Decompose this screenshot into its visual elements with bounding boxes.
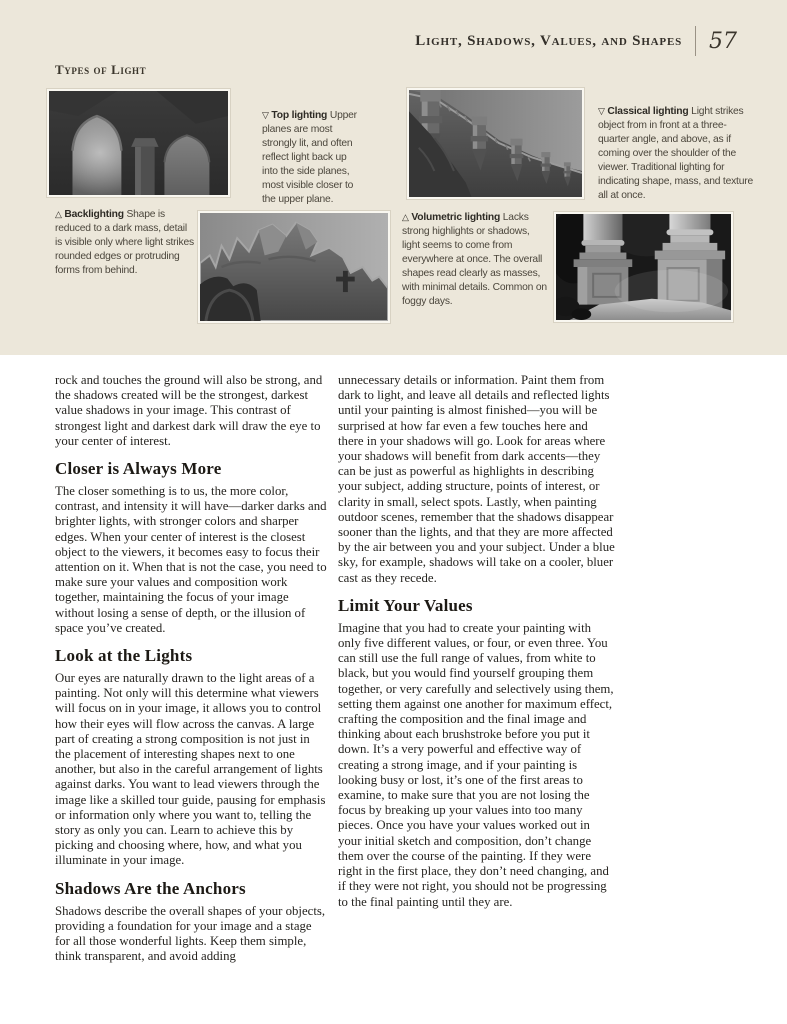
caption-text: Light strikes object from in front at a three-quarter angle, and above, as if coming over the shoulder of the viewer. Traditional lighting for indicating shape, mass, and texture all at once. <box>598 106 753 201</box>
section-heading-limit-your-values: Limit Your Values <box>338 595 473 615</box>
volumetric-lighting-example-image <box>554 212 733 322</box>
caption-title: Classical lighting <box>607 106 689 117</box>
chapter-title: Light, Shadows, Values, and Shapes <box>415 32 682 49</box>
section-heading-look-at-the-lights: Look at the Lights <box>55 646 193 666</box>
body-paragraph: The closer something is to us, the more color, contrast, and intensity it will have—darker darks and brighter lights, with stronger colors and sharper edges. When your center of interest is the closest object to the viewers, it becomes easy to focus their attention on it. When that is not the case, you need to make sure your values and composition work together, maintaining the focus of your image without losing a sense of depth, or the illusion of space you’ve created. <box>55 484 327 635</box>
fortress-wall-illustration <box>409 90 582 197</box>
body-paragraph: rock and touches the ground will also be strong, and the shadows created will be the strongest, darkest value shadows in your image. This contrast of strongest light and darkest dark will draw the eye to your center of interest. <box>55 373 323 448</box>
caption-backlighting <box>55 207 195 278</box>
triangle-up-icon: △ <box>402 212 409 222</box>
caption-classical-lighting <box>598 104 756 203</box>
caption-text: Lacks strong highlights or shadows, light seems to come from everywhere at once. The overall shapes read clearly as masses, with minimal details. Common on foggy days. <box>402 212 547 307</box>
classical-lighting-example-image <box>407 88 584 199</box>
triangle-down-icon: ▽ <box>598 106 605 116</box>
caption-top-lighting <box>262 108 362 207</box>
column-pedestals-illustration <box>556 214 731 320</box>
backlighting-example-image <box>47 89 230 197</box>
header-divider <box>695 26 696 56</box>
body-paragraph: Our eyes are naturally drawn to the light areas of a painting. Not only will this determine what viewers will focus on in your image, it allows you to control how their eyes will flow across the canvas. A large part of creating a strong composition is not just in the placement of interesting shapes next to one another, but also in the careful arrangement of lights against darks. You want to lead viewers through the image like a skilled tour guide, pausing for emphasis or information only where you want to, telling the story as only you can. Learn to achieve this by picking and choosing where, how, and what you illuminate in your image. <box>55 671 326 868</box>
triangle-up-icon: △ <box>55 209 62 219</box>
body-paragraph: Imagine that you had to create your painting with only five different values, or four, or even three. You can still use the full range of values, from white to black, but you would find yourself grouping them together, or very carefully and selectively using them, setting them against one another for maximum effect, crafting the composition and the final image and thinking about each brushstroke before you put it down. It’s a very powerful and effective way of creating a strong image, and if your painting is looking busy or lost, it’s one of the first areas to examine, to make sure that you are not losing the focus by breaking up your values into too many pieces. Once you have your values worked out in your initial sketch and composition, don’t change them over the course of the painting. If they were right in the first place, they don’t need changing, and if they were not right, you should not be progressing to the final painting until they are. <box>338 620 614 909</box>
section-heading-closer-is-always-more: Closer is Always More <box>55 459 222 479</box>
section-heading-shadows-are-the-anchors: Shadows Are the Anchors <box>55 878 246 898</box>
page-header <box>415 26 737 56</box>
castle-ruins-illustration <box>200 213 388 321</box>
body-paragraph: unnecessary details or information. Paint them from dark to light, and leave all details and reflected lights until your painting is almost finished—you will be surprised at how far even a few touches here and there in your shadows will go. Look for areas where your shadows will benefit from dark accents—they can be just as powerful as highlights in describing your subject, adding structure, points of interest, or clarity in small, select spots. Lastly, when painting outdoor scenes, remember that the shadows disappear sooner than the lights, and that they are more affected by the air between you and your subject. Under a blue sky, for example, shadows will take on a cooler, bluer cast as they recede. <box>338 373 615 585</box>
triangle-down-icon: ▽ <box>262 110 269 120</box>
gothic-arches-illustration <box>49 91 228 195</box>
caption-title: Backlighting <box>64 209 124 220</box>
page-number: 57 <box>709 28 737 54</box>
top-lighting-example-image <box>198 211 390 323</box>
text-column-left <box>55 368 327 973</box>
section-label: Types of Light <box>55 62 147 77</box>
body-paragraph: Shadows describe the overall shapes of your objects, providing a foundation for your image and a stage for all those wonderful lights. Keep them simple, think transparent, and avoid adding <box>55 903 326 964</box>
caption-text: Upper planes are most strongly lit, and often reflect light back up into the side planes, most visible closer to the upper plane. <box>262 110 357 205</box>
caption-text: Shape is reduced to a dark mass, detail is visible only where light strikes rounded edges or protruding forms from behind. <box>55 209 194 276</box>
text-column-right <box>338 368 616 918</box>
caption-volumetric-lighting <box>402 210 548 309</box>
caption-title: Top lighting <box>271 110 328 121</box>
caption-title: Volumetric lighting <box>411 212 501 223</box>
